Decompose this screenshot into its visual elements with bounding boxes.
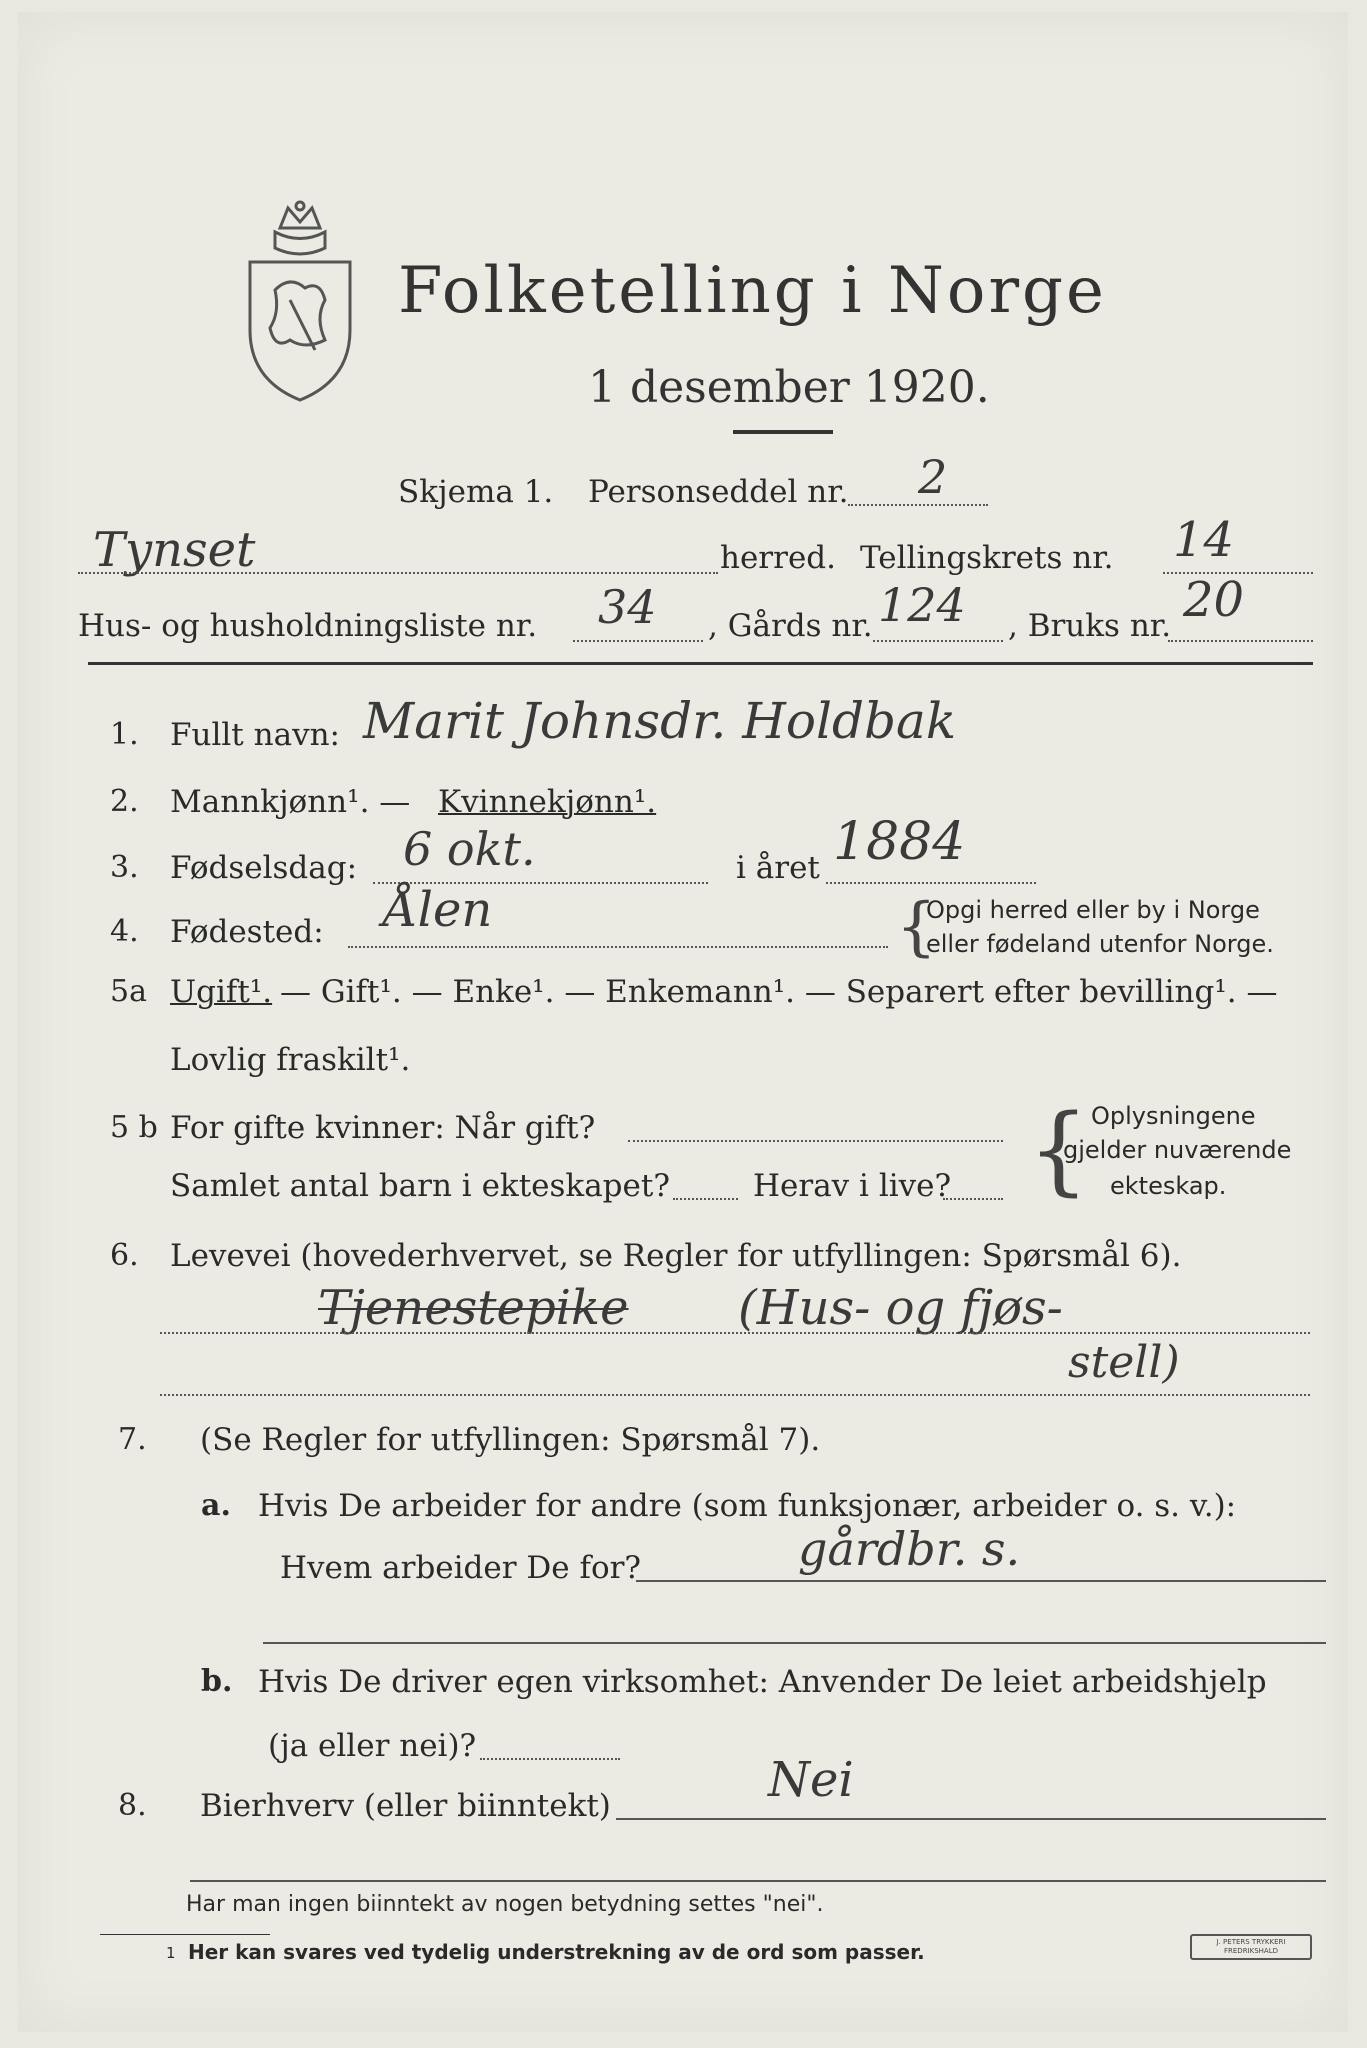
herred-value: Tynset [93, 522, 256, 578]
q1-value: Marit Johnsdr. Holdbak [363, 692, 957, 750]
q6-field-1[interactable] [160, 1332, 1310, 1334]
bruks-label: , Bruks nr. [1008, 608, 1172, 644]
footer-note: Har man ingen biinntekt av nogen betydning settes "nei". [186, 1892, 824, 1917]
title-rule [733, 430, 833, 434]
q5b-married-field[interactable] [628, 1140, 1003, 1142]
skjema-label: Skjema 1. [398, 474, 554, 510]
tellingskrets-label: Tellingskrets nr. [860, 540, 1114, 576]
q5a-number: 5a [110, 974, 147, 1009]
q4-note-1: Opgi herred eller by i Norge [926, 896, 1260, 924]
q4-value: Ålen [383, 882, 493, 938]
q2-mann[interactable]: Mannkjønn¹. — [170, 784, 411, 820]
q6-value-2: stell) [1068, 1337, 1180, 1388]
personseddel-label: Personseddel nr. [588, 474, 849, 510]
q4-number: 4. [110, 914, 139, 949]
herred-label: herred. [720, 540, 836, 576]
q8-value: Nei [768, 1752, 854, 1808]
q8-field-2[interactable] [190, 1880, 1326, 1882]
q5b-number: 5 b [110, 1110, 158, 1145]
printer-stamp [1190, 1934, 1312, 1960]
q7b-question: (ja eller nei)? [268, 1728, 477, 1764]
q7-number: 7. [118, 1422, 147, 1457]
q4-label: Fødested: [170, 914, 324, 950]
q7a-question: Hvem arbeider De for? [280, 1550, 642, 1586]
q5b-note-1: Oplysningene [1091, 1102, 1256, 1130]
q3-year-field[interactable] [826, 882, 1036, 884]
herred-field[interactable] [78, 572, 718, 574]
q5b-children-field[interactable] [673, 1198, 738, 1200]
q5b-label-3: Herav i live? [753, 1168, 952, 1204]
q6-number: 6. [110, 1238, 139, 1273]
q5b-label-1: For gifte kvinner: Når gift? [170, 1110, 596, 1146]
personseddel-field[interactable] [848, 504, 988, 506]
footnote-rule [100, 1934, 270, 1935]
tellingskrets-value: 14 [1173, 512, 1235, 568]
gards-label: , Gårds nr. [708, 608, 873, 644]
q8-field-1[interactable] [616, 1818, 1326, 1820]
q7a-field-2[interactable] [263, 1642, 1326, 1644]
q5a-options[interactable]: — Gift¹. — Enke¹. — Enkemann¹. — Separert efter bevilling¹. — [280, 974, 1278, 1010]
q4-brace: { [896, 890, 937, 964]
q5b-note-2: gjelder nuværende [1063, 1136, 1292, 1164]
printer-stamp-text: J. PETERS TRYKKERI FREDRIKSHALD [1216, 1938, 1286, 1955]
q5b-note-3: ekteskap. [1110, 1172, 1227, 1200]
coat-of-arms-icon [230, 200, 370, 410]
footnote-mark: 1 [166, 1944, 176, 1962]
q5b-label-2: Samlet antal barn i ekteskapet? [170, 1168, 670, 1204]
q7b-letter: b. [201, 1664, 233, 1699]
q6-value-1: (Hus- og fjøs- [738, 1280, 1063, 1336]
q2-number: 2. [110, 784, 139, 819]
q3-year-label: i året [736, 850, 820, 886]
header-divider [88, 662, 1313, 665]
hus-value: 34 [598, 580, 657, 634]
q5a-line2[interactable]: Lovlig fraskilt¹. [170, 1042, 411, 1078]
q1-label: Fullt navn: [170, 717, 340, 753]
q2-kvinne[interactable]: Kvinnekjønn¹. [438, 784, 657, 820]
q7a-text: Hvis De arbeider for andre (som funksjonær, arbeider o. s. v.): [258, 1488, 1237, 1524]
bruks-field[interactable] [1168, 640, 1313, 642]
census-form [18, 12, 1348, 2032]
form-title: Folketelling i Norge [398, 254, 1107, 328]
hus-label: Hus- og husholdningsliste nr. [78, 608, 538, 644]
gards-field[interactable] [873, 640, 1003, 642]
q3-number: 3. [110, 850, 139, 885]
q3-year-value: 1884 [833, 812, 966, 872]
hus-field[interactable] [573, 640, 703, 642]
q5b-brace: { [1028, 1094, 1090, 1206]
q6-label: Levevei (hovederhvervet, se Regler for utfyllingen: Spørsmål 6). [170, 1238, 1182, 1274]
q3-label: Fødselsdag: [170, 850, 358, 886]
q5b-alive-field[interactable] [943, 1198, 1003, 1200]
census-date: 1 desember 1920. [588, 362, 990, 413]
q7-label: (Se Regler for utfyllingen: Spørsmål 7). [200, 1422, 821, 1458]
q8-label: Bierhverv (eller biinntekt) [200, 1788, 611, 1824]
q6-field-2[interactable] [160, 1394, 1310, 1396]
q1-number: 1. [110, 717, 139, 752]
q7b-field[interactable] [480, 1758, 620, 1760]
q5a-ugift[interactable]: Ugift¹. [170, 974, 273, 1010]
q4-note-2: eller fødeland utenfor Norge. [926, 930, 1274, 958]
q8-number: 8. [118, 1788, 147, 1823]
gards-value: 124 [878, 578, 966, 632]
personseddel-value: 2 [918, 450, 948, 504]
q7a-field-1[interactable] [636, 1580, 1326, 1582]
q7a-value: gårdbr. s. [798, 1522, 1021, 1576]
q6-value-struck: Tjenestepike [318, 1280, 629, 1336]
footnote-text: Her kan svares ved tydelig understrekning av de ord som passer. [188, 1940, 925, 1964]
q7a-letter: a. [201, 1488, 231, 1523]
q7b-text: Hvis De driver egen virksomhet: Anvender De leiet arbeidshjelp [258, 1664, 1267, 1700]
q3-day-value: 6 okt. [403, 822, 536, 876]
bruks-value: 20 [1183, 572, 1245, 628]
q4-field[interactable] [348, 946, 888, 948]
